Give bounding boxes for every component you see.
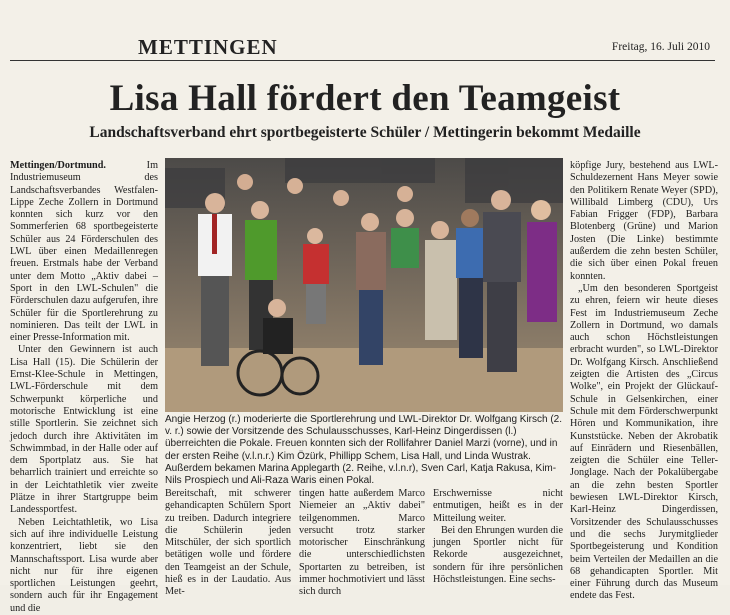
article-paragraph: Erschwernisse nicht entmutigen, heißt es in der Mitteilung weiter. <box>433 488 563 524</box>
article-paragraph: köpfige Jury, bestehend aus LWL-Schuldezernent Hans Meyer sowie den Politikern Renate Weyer (SPD), Willibald Limberg (CDU), Urs Fabian Frigger (FDP), Barbara Blotenberg (Grüne) und Marion Josten (Die Linke) bestimmte außerdem die zehn besten Schüler, die sich über einen Pokal freuen konnten. <box>570 160 718 282</box>
subheadline: Landschaftsverband ehrt sportbegeisterte Schüler / Mettingerin bekommt Medaille <box>89 124 641 141</box>
issue-date: Freitag, 16. Juli 2010 <box>611 41 710 53</box>
article-paragraph: Neben Leichtathletik, wo Lisa sich auf ihre individuelle Leistung konzentriert, liebt sie den Mannschaftssport. Lisa wurde aber nicht nur für ihre eigenen sportlichen Leistungen geehrt, sondern auch für ihr Engagement und die <box>10 516 158 614</box>
article-column-5 <box>570 160 718 602</box>
article-paragraph: Unter den Gewinnern ist auch Lisa Hall (15). Die Schülerin der Ernst-Klee-Schule in Mettingen, LWL-Förderschule mit dem Schwerpunkt körperliche und motorische Entwicklung ist eine stille Sportlerin. Sie zeichnet sich jedoch durch ihre Aktivitäten im Schwimmbad, in der Halle oder auf dem Sportplatz aus. Sie hat beharrlich trainiert und erreichte so in der Leichtathletik vier zweite Plätze in ihrer Startgruppe beim Landessportfest. <box>10 344 158 516</box>
paragraph-text: Im Industriemuseum des Landschaftsverbandes Westfalen-Lippe Zeche Zollern in Dortmund konnten sich kurz vor den Sommerferien 68 sportbegeisterte Schüler aus 24 Förderschulen des LWL über einen Medaillenregen freuen. Erstmals habe der Verband unter dem Motto „Aktiv dabei – Sport in den LWL-Schulen" die Förderschulen dazu aufgerufen, ihre Schüler für die Sportlerehrung zu nominieren. Das teilt der LWL in einer Presse-Information mit. <box>10 160 158 344</box>
article-paragraph: tingen hatte außerdem Marco Niemeier an „Aktiv dabei" teilgenommen. Marco versucht trotz starker motorischer Einschränkung die unterschiedlichsten Sportarten zu betreiben, ist immer hochmotiviert und lässt sich durch <box>299 488 425 598</box>
article-column-3 <box>299 488 425 598</box>
article-column-2 <box>165 488 291 598</box>
masthead: METTINGEN <box>138 35 278 59</box>
article-column-4 <box>433 488 563 584</box>
photo-caption: Angie Herzog (r.) moderierte die Sportlerehrung und LWL-Direktor Dr. Wolfgang Kirsch (2. v. r.) sowie der Vorsitzende des Schulausschusses, Karl-Heinz Dingerdissen (l.) überreichten die Pokale. Freuen konnten sich der Rollifahrer Daniel Marzi (vorne), und in der ersten Reihe (v.l.n.r.) Kim Özürk, Phillipp Schem, Lisa Hall, und Linda Wustrak. Außerdem bekamen Marina Applegarth (2. Reihe, v.l.n.r), Sven Carl, Katja Rakusa, Kim-Nils Prospiech und Ali-Raza Waris einen Pokal. <box>165 414 563 487</box>
article-photo <box>165 158 563 412</box>
article-paragraph: Bei den Ehrungen wurden die jungen Sportler nicht für Rekorde ausgezeichnet, sondern für ihre persönlichen Höchstleistungen. Eine sechs- <box>433 524 563 586</box>
article-column-1 <box>10 160 158 614</box>
article-dateline: Mettingen/Dortmund. <box>10 160 106 171</box>
headline: Lisa Hall fördert den Teamgeist <box>109 78 621 119</box>
article-paragraph <box>10 160 158 344</box>
article-paragraph: Bereitschaft, mit schwerer gehandicapten Schülern Sport zu treiben. Dadurch integriere die Schülerin jeden Mitschüler, der sich sportlich betätigen wolle und fördere den Teamgeist an der Schule, hieß es in der Laudatio. Aus Met- <box>165 488 291 598</box>
article-paragraph: „Um den besonderen Sportgeist zu ehren, feiern wir heute dieses Fest im Industriemuseum Zeche Zollern in Dortmund, wo damals auch schon Höchstleistungen erbracht wurden", so LWL-Direktor Dr. Wolfgang Kirsch. Anschließend zeigten die Artisten des „Circus Wolke", ein Projekt der Glückauf-Schule in Gelsenkirchen, einer Schule mit dem Förderschwerpunkt Hören und Kommunikation, ihre Kunststücke. Neben der Akrobatik auf Einrädern und Riesenbällen, zeigten die Schüler eine Teller-Jonglage. Nach der Pokalübergabe an die zehn besten Sportler bewiesen LWL-Direktor Kirsch, Karl-Heinz Dingerdissen, Vorsitzender des Schulausschusses und die sechs Jurymitglieder Sportbegeisterung und Kondition beim Verteilen der Medaillen an die 68 gehandicapten Sportler. Mit einer Führung durch das Museum endete das Fest. <box>570 282 718 602</box>
header-rule <box>10 60 715 61</box>
group-photo-illustration <box>165 158 563 412</box>
